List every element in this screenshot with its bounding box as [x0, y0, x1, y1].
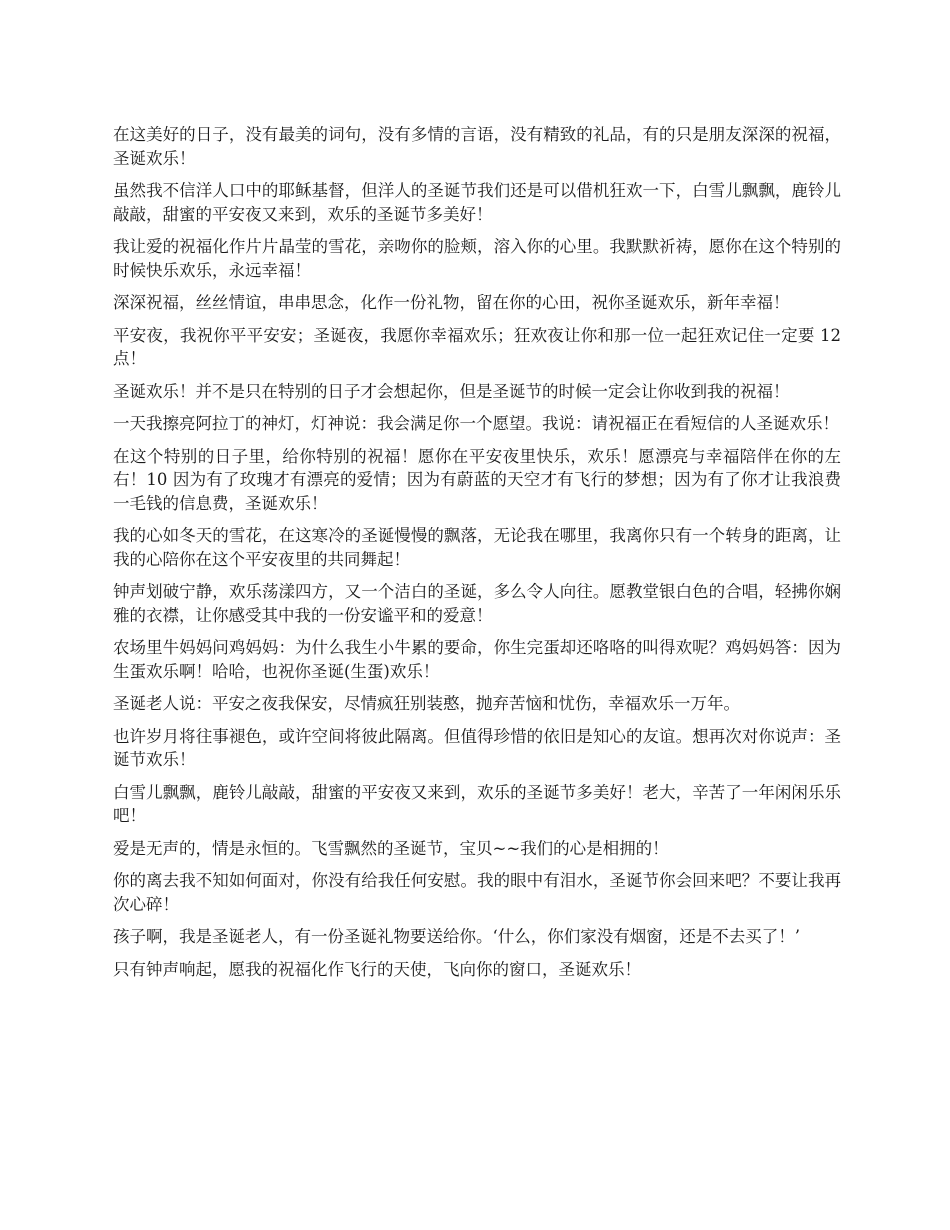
paragraph-5: 平安夜，我祝你平平安安；圣诞夜，我愿你幸福欢乐；狂欢夜让你和那一位一起狂欢记住一定要 12 点！ [113, 325, 841, 368]
paragraph-2: 虽然我不信洋人口中的耶稣基督，但洋人的圣诞节我们还是可以借机狂欢一下，白雪儿飘飘，鹿铃儿敲敲，甜蜜的平安夜又来到，欢乐的圣诞节多美好！ [113, 181, 841, 224]
paragraph-3: 我让爱的祝福化作片片晶莹的雪花，亲吻你的脸颊，溶入你的心里。我默默祈祷，愿你在这个特别的时候快乐欢乐，永远幸福！ [113, 237, 841, 280]
paragraph-13: 也许岁月将往事褪色，或许空间将彼此隔离。但值得珍惜的依旧是知心的友谊。想再次对你说声：圣诞节欢乐！ [113, 726, 841, 769]
paragraph-8: 在这个特别的日子里，给你特别的祝福！愿你在平安夜里快乐，欢乐！愿漂亮与幸福陪伴在你的左右！10 因为有了玫瑰才有漂亮的爱情；因为有蔚蓝的天空才有飞行的梦想；因为有了你才让我浪费一毛钱的信息费，圣诞欢乐！ [113, 446, 841, 513]
paragraph-1: 在这美好的日子，没有最美的词句，没有多情的言语，没有精致的礼品，有的只是朋友深深的祝福，圣诞欢乐！ [113, 125, 841, 168]
paragraph-7: 一天我擦亮阿拉丁的神灯，灯神说：我会满足你一个愿望。我说：请祝福正在看短信的人圣诞欢乐！ [113, 414, 839, 433]
paragraph-9: 我的心如冬天的雪花，在这寒冷的圣诞慢慢的飘落，无论我在哪里，我离你只有一个转身的距离，让我的心陪你在这个平安夜里的共同舞起！ [113, 526, 841, 569]
paragraph-6: 圣诞欢乐！并不是只在特别的日子才会想起你，但是圣诞节的时候一定会让你收到我的祝福！ [113, 381, 790, 401]
paragraph-11: 农场里牛妈妈问鸡妈妈：为什么我生小牛累的要命，你生完蛋却还咯咯的叫得欢呢？鸡妈妈答：因为生蛋欢乐啊！哈哈，也祝你圣诞(生蛋)欢乐！ [113, 638, 841, 681]
document-page [113, 123, 841, 990]
paragraph-12: 圣诞老人说：平安之夜我保安，尽情疯狂别装憨，抛弃苦恼和忧伤，幸福欢乐一万年。 [113, 694, 740, 713]
paragraph-15: 爱是无声的，情是永恒的。飞雪飘然的圣诞节，宝贝~~我们的心是相拥的！ [113, 838, 669, 858]
paragraph-18: 只有钟声响起，愿我的祝福化作飞行的天使，飞向你的窗口，圣诞欢乐！ [113, 959, 641, 979]
paragraph-17: 孩子啊，我是圣诞老人，有一份圣诞礼物要送给你。‘什么，你们家没有烟窗，还是不去买了！’ [113, 927, 800, 946]
paragraph-16: 你的离去我不知如何面对，你没有给我任何安慰。我的眼中有泪水，圣诞节你会回来吧？不要让我再次心碎！ [113, 871, 841, 914]
paragraph-4: 深深祝福，丝丝情谊，串串思念，化作一份礼物，留在你的心田，祝你圣诞欢乐，新年幸福！ [113, 293, 790, 312]
paragraph-14: 白雪儿飘飘，鹿铃儿敲敲，甜蜜的平安夜又来到，欢乐的圣诞节多美好！老大，辛苦了一年闲闲乐乐吧！ [113, 782, 841, 825]
paragraph-10: 钟声划破宁静，欢乐荡漾四方，又一个洁白的圣诞，多么令人向往。愿教堂银白色的合唱，轻拂你娴雅的衣襟，让你感受其中我的一份安谧平和的爱意！ [113, 582, 841, 625]
